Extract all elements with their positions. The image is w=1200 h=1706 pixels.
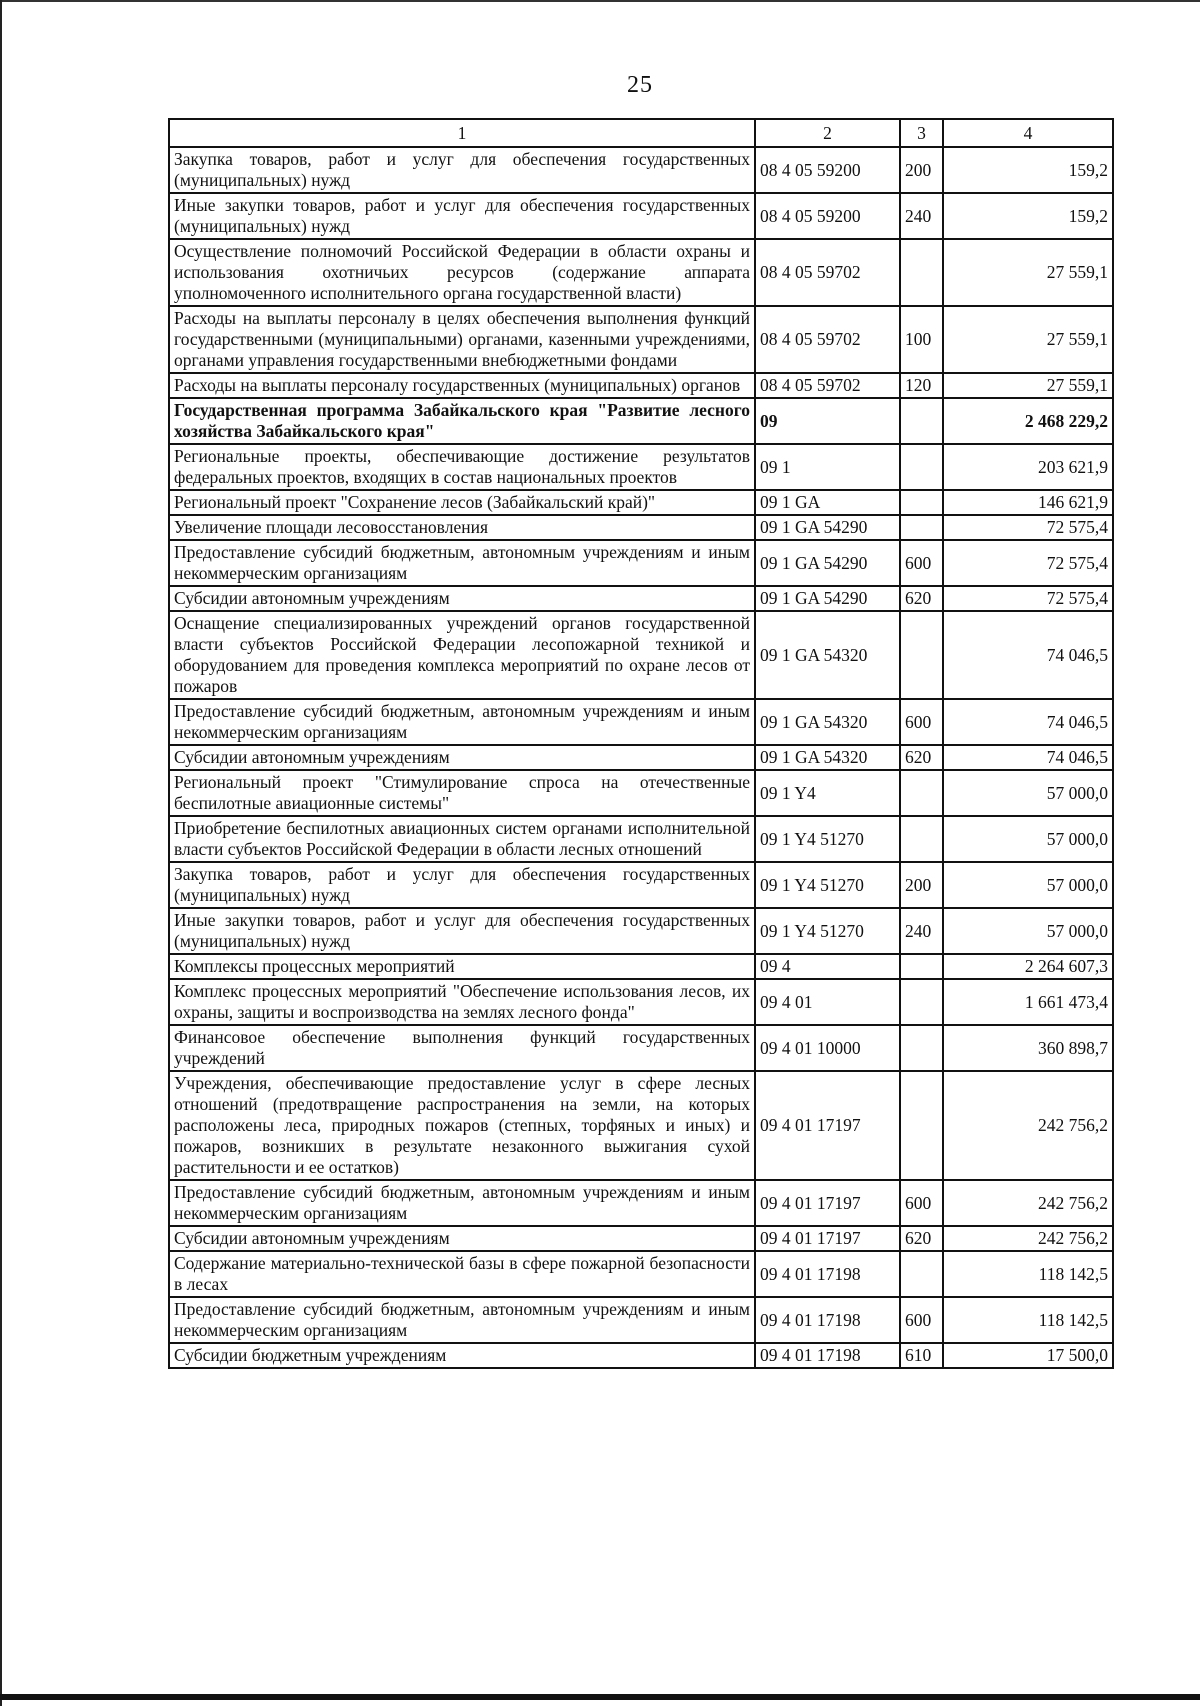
row-amount: 57 000,0 bbox=[943, 862, 1113, 908]
row-expense-type bbox=[900, 1025, 943, 1071]
row-code: 08 4 05 59702 bbox=[755, 373, 900, 398]
row-code: 09 1 GA 54320 bbox=[755, 699, 900, 745]
row-code: 08 4 05 59200 bbox=[755, 193, 900, 239]
row-amount: 57 000,0 bbox=[943, 770, 1113, 816]
row-amount: 2 264 607,3 bbox=[943, 954, 1113, 979]
table-row bbox=[169, 1025, 1113, 1071]
row-name: Субсидии автономным учреждениям bbox=[169, 1226, 755, 1251]
table-row bbox=[169, 1251, 1113, 1297]
table-row bbox=[169, 373, 1113, 398]
table-row bbox=[169, 540, 1113, 586]
scan-edge-top bbox=[0, 0, 1200, 2]
table-row bbox=[169, 1071, 1113, 1180]
row-name: Расходы на выплаты персоналу в целях обеспечения выполнения функций государственными (муниципальными) органами, казенными учреждениями, органами управления государственными внебюджетными фондами bbox=[169, 306, 755, 373]
table-row bbox=[169, 306, 1113, 373]
row-amount: 57 000,0 bbox=[943, 816, 1113, 862]
row-expense-type bbox=[900, 239, 943, 306]
row-expense-type: 620 bbox=[900, 1226, 943, 1251]
row-expense-type: 620 bbox=[900, 586, 943, 611]
table-row bbox=[169, 490, 1113, 515]
row-name: Региональные проекты, обеспечивающие достижение результатов федеральных проектов, входящих в состав национальных проектов bbox=[169, 444, 755, 490]
row-name: Оснащение специализированных учреждений органов государственной власти субъектов Российской Федерации лесопожарной техникой и оборудованием для проведения комплекса мероприятий по охране лесов от пожаров bbox=[169, 611, 755, 699]
row-amount: 242 756,2 bbox=[943, 1071, 1113, 1180]
header-row bbox=[169, 119, 1113, 147]
row-expense-type: 600 bbox=[900, 1180, 943, 1226]
row-amount: 72 575,4 bbox=[943, 515, 1113, 540]
row-name: Предоставление субсидий бюджетным, автономным учреждениям и иным некоммерческим организациям bbox=[169, 540, 755, 586]
row-amount: 118 142,5 bbox=[943, 1297, 1113, 1343]
budget-table bbox=[168, 118, 1114, 1369]
row-expense-type: 620 bbox=[900, 745, 943, 770]
row-amount: 57 000,0 bbox=[943, 908, 1113, 954]
row-name: Закупка товаров, работ и услуг для обеспечения государственных (муниципальных) нужд bbox=[169, 862, 755, 908]
row-expense-type: 600 bbox=[900, 699, 943, 745]
row-code: 09 4 01 17198 bbox=[755, 1251, 900, 1297]
row-code: 08 4 05 59702 bbox=[755, 239, 900, 306]
table-row bbox=[169, 515, 1113, 540]
row-expense-type bbox=[900, 1071, 943, 1180]
table-row bbox=[169, 699, 1113, 745]
row-amount: 27 559,1 bbox=[943, 373, 1113, 398]
row-name: Комплекс процессных мероприятий "Обеспечение использования лесов, их охраны, защиты и воспроизводства на землях лесного фонда" bbox=[169, 979, 755, 1025]
row-expense-type: 600 bbox=[900, 540, 943, 586]
row-amount: 242 756,2 bbox=[943, 1180, 1113, 1226]
row-name: Расходы на выплаты персоналу государственных (муниципальных) органов bbox=[169, 373, 755, 398]
row-name: Субсидии автономным учреждениям bbox=[169, 745, 755, 770]
row-expense-type bbox=[900, 444, 943, 490]
row-amount: 74 046,5 bbox=[943, 699, 1113, 745]
row-name: Финансовое обеспечение выполнения функций государственных учреждений bbox=[169, 1025, 755, 1071]
row-code: 09 1 GA bbox=[755, 490, 900, 515]
table-row bbox=[169, 398, 1113, 444]
row-code: 09 4 01 bbox=[755, 979, 900, 1025]
row-expense-type bbox=[900, 611, 943, 699]
row-name: Предоставление субсидий бюджетным, автономным учреждениям и иным некоммерческим организациям bbox=[169, 1180, 755, 1226]
row-name: Приобретение беспилотных авиационных систем органами исполнительной власти субъектов Российской Федерации в области лесных отношений bbox=[169, 816, 755, 862]
row-expense-type: 600 bbox=[900, 1297, 943, 1343]
row-expense-type: 240 bbox=[900, 908, 943, 954]
row-code: 08 4 05 59702 bbox=[755, 306, 900, 373]
table-row bbox=[169, 147, 1113, 193]
table-row bbox=[169, 770, 1113, 816]
row-name: Учреждения, обеспечивающие предоставление услуг в сфере лесных отношений (предотвращение распространения на земли, на которых расположены леса, природных пожаров (степных, торфяных и иных) и пожаров, возникших в результате незаконного выжигания сухой растительности и ее остатков) bbox=[169, 1071, 755, 1180]
table-row bbox=[169, 611, 1113, 699]
row-amount: 159,2 bbox=[943, 193, 1113, 239]
row-expense-type: 100 bbox=[900, 306, 943, 373]
row-code: 09 4 01 17197 bbox=[755, 1180, 900, 1226]
row-amount: 2 468 229,2 bbox=[943, 398, 1113, 444]
scan-edge-bottom bbox=[0, 1694, 1200, 1700]
row-name: Комплексы процессных мероприятий bbox=[169, 954, 755, 979]
table-row bbox=[169, 862, 1113, 908]
row-name: Закупка товаров, работ и услуг для обеспечения государственных (муниципальных) нужд bbox=[169, 147, 755, 193]
row-expense-type: 200 bbox=[900, 862, 943, 908]
row-name: Увеличение площади лесовосстановления bbox=[169, 515, 755, 540]
row-name: Иные закупки товаров, работ и услуг для обеспечения государственных (муниципальных) нужд bbox=[169, 193, 755, 239]
row-expense-type bbox=[900, 816, 943, 862]
row-name: Иные закупки товаров, работ и услуг для обеспечения государственных (муниципальных) нужд bbox=[169, 908, 755, 954]
row-name: Предоставление субсидий бюджетным, автономным учреждениям и иным некоммерческим организациям bbox=[169, 1297, 755, 1343]
row-expense-type: 240 bbox=[900, 193, 943, 239]
row-amount: 360 898,7 bbox=[943, 1025, 1113, 1071]
row-amount: 118 142,5 bbox=[943, 1251, 1113, 1297]
row-expense-type bbox=[900, 515, 943, 540]
row-code: 09 4 01 17197 bbox=[755, 1071, 900, 1180]
row-expense-type bbox=[900, 954, 943, 979]
row-amount: 159,2 bbox=[943, 147, 1113, 193]
row-name: Субсидии бюджетным учреждениям bbox=[169, 1343, 755, 1368]
row-amount: 1 661 473,4 bbox=[943, 979, 1113, 1025]
row-code: 09 1 Y4 51270 bbox=[755, 862, 900, 908]
row-code: 09 1 Y4 bbox=[755, 770, 900, 816]
row-name: Государственная программа Забайкальского края "Развитие лесного хозяйства Забайкальского края" bbox=[169, 398, 755, 444]
row-name: Региональный проект "Стимулирование спроса на отечественные беспилотные авиационные системы" bbox=[169, 770, 755, 816]
table-row bbox=[169, 816, 1113, 862]
row-amount: 17 500,0 bbox=[943, 1343, 1113, 1368]
row-amount: 72 575,4 bbox=[943, 586, 1113, 611]
table-row bbox=[169, 1226, 1113, 1251]
row-expense-type bbox=[900, 979, 943, 1025]
row-code: 09 1 bbox=[755, 444, 900, 490]
table-row bbox=[169, 1180, 1113, 1226]
row-name: Региональный проект "Сохранение лесов (Забайкальский край)" bbox=[169, 490, 755, 515]
row-code: 09 bbox=[755, 398, 900, 444]
row-name: Содержание материально-технической базы в сфере пожарной безопасности в лесах bbox=[169, 1251, 755, 1297]
row-expense-type: 120 bbox=[900, 373, 943, 398]
table-row bbox=[169, 1343, 1113, 1368]
table-row bbox=[169, 979, 1113, 1025]
table-row bbox=[169, 586, 1113, 611]
row-expense-type bbox=[900, 770, 943, 816]
row-code: 09 4 01 10000 bbox=[755, 1025, 900, 1071]
table-row bbox=[169, 745, 1113, 770]
table-row bbox=[169, 444, 1113, 490]
table-row bbox=[169, 239, 1113, 306]
row-code: 08 4 05 59200 bbox=[755, 147, 900, 193]
row-amount: 27 559,1 bbox=[943, 239, 1113, 306]
row-name: Предоставление субсидий бюджетным, автономным учреждениям и иным некоммерческим организациям bbox=[169, 699, 755, 745]
row-code: 09 4 01 17198 bbox=[755, 1297, 900, 1343]
header-col-3: 3 bbox=[900, 119, 943, 147]
row-name: Субсидии автономным учреждениям bbox=[169, 586, 755, 611]
scan-edge-left bbox=[0, 0, 2, 1706]
table-row bbox=[169, 908, 1113, 954]
row-amount: 203 621,9 bbox=[943, 444, 1113, 490]
row-amount: 242 756,2 bbox=[943, 1226, 1113, 1251]
header-col-1: 1 bbox=[169, 119, 755, 147]
table-row bbox=[169, 954, 1113, 979]
page-number: 25 bbox=[627, 72, 653, 98]
row-code: 09 1 Y4 51270 bbox=[755, 816, 900, 862]
header-col-4: 4 bbox=[943, 119, 1113, 147]
row-amount: 146 621,9 bbox=[943, 490, 1113, 515]
row-code: 09 1 Y4 51270 bbox=[755, 908, 900, 954]
row-code: 09 1 GA 54290 bbox=[755, 586, 900, 611]
table-row bbox=[169, 1297, 1113, 1343]
row-expense-type bbox=[900, 1251, 943, 1297]
row-amount: 27 559,1 bbox=[943, 306, 1113, 373]
row-expense-type bbox=[900, 490, 943, 515]
row-code: 09 1 GA 54320 bbox=[755, 745, 900, 770]
row-amount: 72 575,4 bbox=[943, 540, 1113, 586]
row-code: 09 4 01 17198 bbox=[755, 1343, 900, 1368]
row-amount: 74 046,5 bbox=[943, 611, 1113, 699]
row-expense-type: 200 bbox=[900, 147, 943, 193]
row-code: 09 4 bbox=[755, 954, 900, 979]
row-amount: 74 046,5 bbox=[943, 745, 1113, 770]
header-col-2: 2 bbox=[755, 119, 900, 147]
table-body bbox=[169, 147, 1113, 1368]
row-code: 09 1 GA 54320 bbox=[755, 611, 900, 699]
row-code: 09 4 01 17197 bbox=[755, 1226, 900, 1251]
row-expense-type bbox=[900, 398, 943, 444]
row-expense-type: 610 bbox=[900, 1343, 943, 1368]
row-code: 09 1 GA 54290 bbox=[755, 540, 900, 586]
row-code: 09 1 GA 54290 bbox=[755, 515, 900, 540]
row-name: Осуществление полномочий Российской Федерации в области охраны и использования охотничьих ресурсов (содержание аппарата уполномоченного исполнительного органа государственной власти) bbox=[169, 239, 755, 306]
table-row bbox=[169, 193, 1113, 239]
